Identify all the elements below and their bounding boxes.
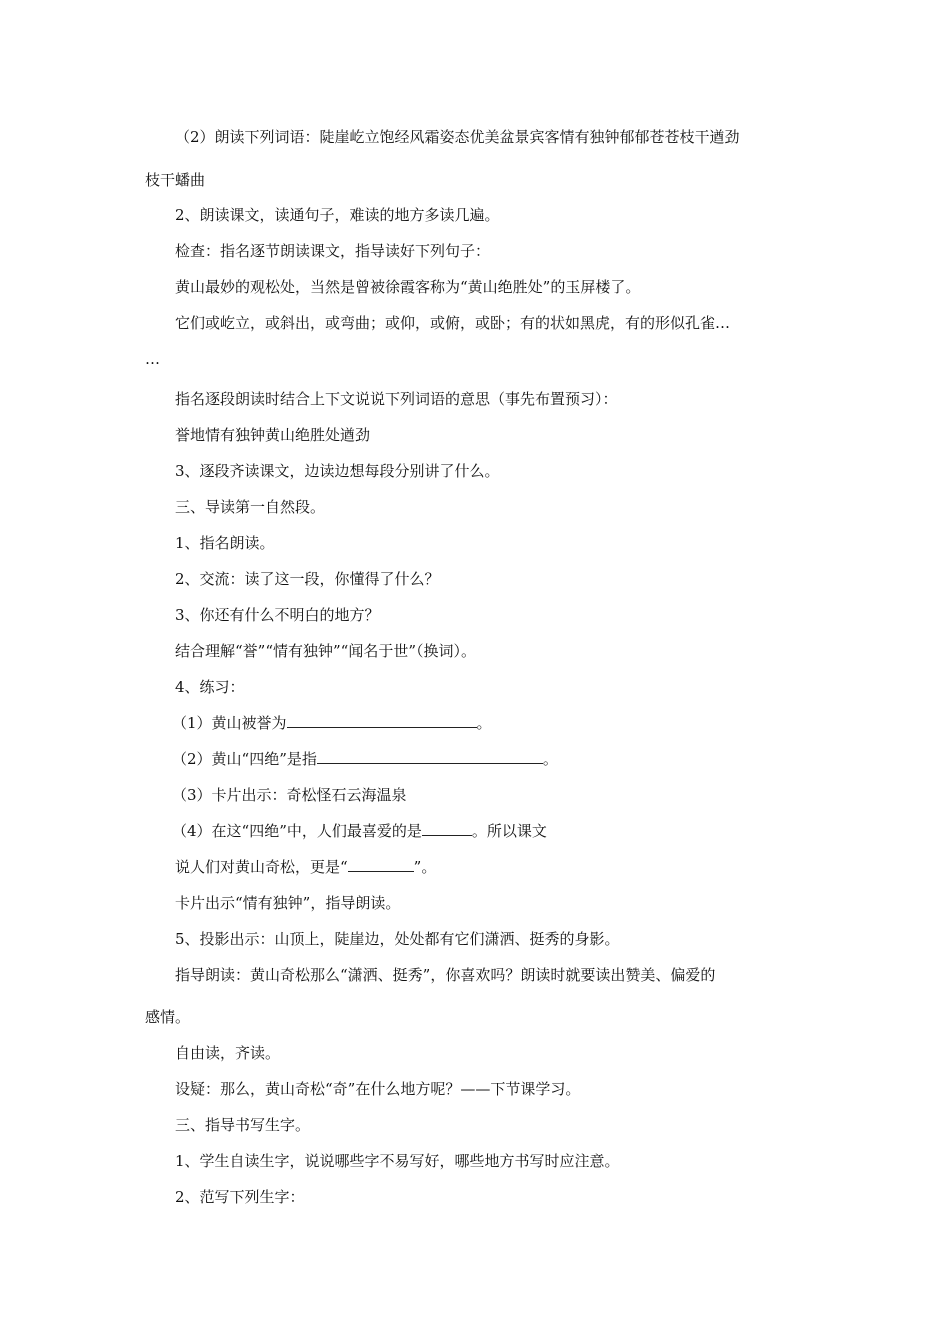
text-line: 4、练习： — [175, 678, 245, 696]
exercise-text: （4）在这“四绝”中，人们最喜爱的是 — [172, 822, 422, 840]
text-line: … — [145, 350, 160, 368]
text-line: 1、指名朗读。 — [175, 534, 275, 552]
text-line: 黄山最妙的观松处，当然是曾被徐霞客称为“黄山绝胜处”的玉屏楼了。 — [175, 278, 641, 296]
text-line: 1、学生自读生字，说说哪些字不易写好，哪些地方书写时应注意。 — [175, 1152, 620, 1170]
exercise-text: 说人们对黄山奇松，更是“ — [175, 858, 348, 876]
fill-blank — [317, 749, 543, 764]
exercise-line — [0, 821, 950, 841]
text-line: 结合理解“誉”“情有独钟”“闻名于世”（换词）。 — [175, 642, 477, 660]
exercise-line — [0, 749, 950, 769]
exercise-text: ”。 — [413, 858, 437, 876]
exercise-text: 。所以课文 — [471, 822, 547, 840]
text-line: 5、投影出示：山顶上，陡崖边，处处都有它们潇洒、挺秀的身影。 — [175, 930, 620, 948]
exercise-text: （1）黄山被誉为 — [172, 714, 287, 732]
section-heading: 三、指导书写生字。 — [175, 1116, 311, 1134]
exercise-text: （2）黄山“四绝”是指 — [172, 750, 317, 768]
exercise-text: 。 — [476, 714, 492, 732]
exercise-line — [0, 857, 950, 877]
text-line: 感情。 — [145, 1008, 191, 1026]
text-line: （2）朗读下列词语：陡崖屹立饱经风霜姿态优美盆景宾客情有独钟郁郁苍苍枝干遒劲 — [175, 128, 740, 146]
fill-blank — [348, 857, 414, 872]
text-line: 2、范写下列生字： — [175, 1188, 305, 1206]
exercise-line — [0, 713, 950, 733]
text-line: 3、逐段齐读课文，边读边想每段分别讲了什么。 — [175, 462, 500, 480]
exercise-line: （3）卡片出示：奇松怪石云海温泉 — [172, 786, 407, 804]
exercise-text: 。 — [542, 750, 558, 768]
text-line: 2、朗读课文，读通句子，难读的地方多读几遍。 — [175, 206, 500, 224]
text-line: 指导朗读：黄山奇松那么“潇洒、挺秀”，你喜欢吗？朗读时就要读出赞美、偏爱的 — [175, 966, 716, 984]
fill-blank — [422, 821, 472, 836]
text-line: 枝干蟠曲 — [145, 171, 206, 189]
text-line: 2、交流：读了这一段，你懂得了什么？ — [175, 570, 440, 588]
text-line: 检查：指名逐节朗读课文，指导读好下列句子： — [175, 242, 491, 260]
text-line: 设疑：那么，黄山奇松“奇”在什么地方呢？——下节课学习。 — [175, 1080, 581, 1098]
text-line: 卡片出示“情有独钟”，指导朗读。 — [175, 894, 401, 912]
fill-blank — [287, 713, 477, 728]
text-line: 誉地情有独钟黄山绝胜处遒劲 — [175, 426, 371, 444]
section-heading: 三、导读第一自然段。 — [175, 498, 326, 516]
text-line: 指名逐段朗读时结合上下文说说下列词语的意思（事先布置预习）： — [175, 390, 618, 408]
text-line: 它们或屹立，或斜出，或弯曲；或仰，或俯，或卧；有的状如黑虎，有的形似孔雀… — [175, 314, 731, 332]
text-line: 自由读，齐读。 — [175, 1044, 281, 1062]
text-line: 3、你还有什么不明白的地方？ — [175, 606, 380, 624]
